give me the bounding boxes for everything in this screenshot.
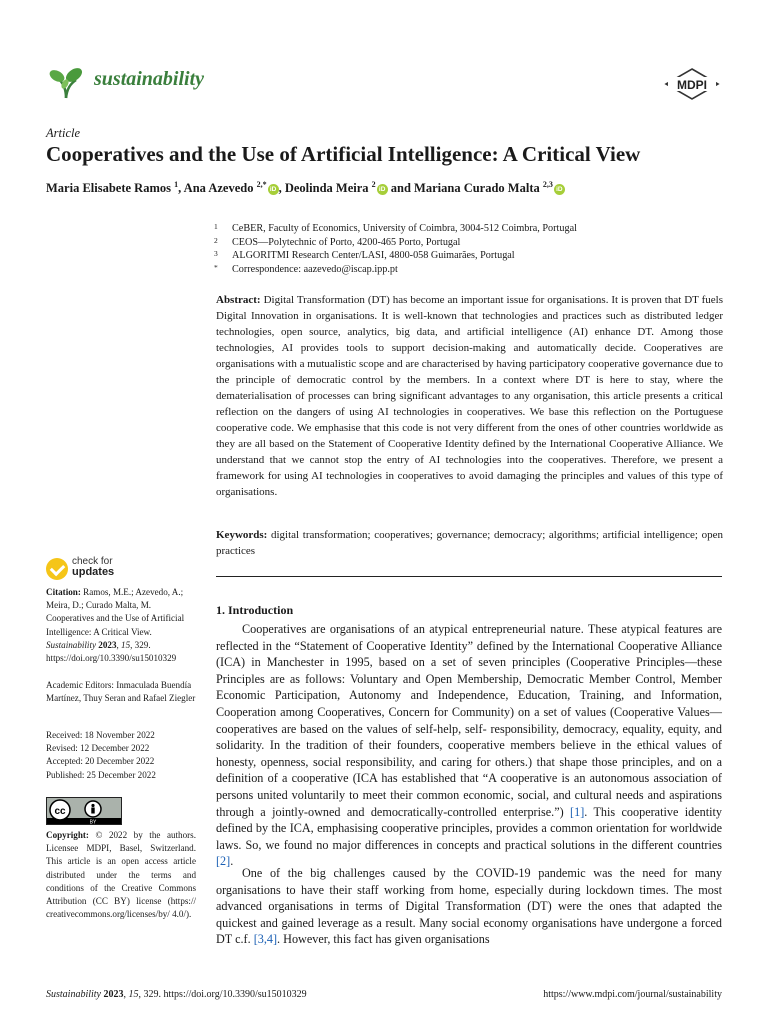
copyright-notice: Copyright: © 2022 by the authors. Licensee MDPI, Basel, Switzerland. This article is an open access article distributed under the terms and conditions of the Creative Commons Attribution (CC BY) license (https:// creativecommons.org/licenses/by/ 4.0/). bbox=[46, 830, 196, 920]
orcid-icon[interactable]: iD bbox=[268, 184, 279, 195]
author-list: Maria Elisabete Ramos $^1$, Ana Azevedo $^{2,*}$iD , Deolinda Meira $^2$iD and Mariana Curado Malta $^{2,3}$iD bbox=[46, 180, 565, 196]
abstract-text: Digital Transformation (DT) has become an important issue for organisations. It is proven that DT fuels Digital Innovation in organisations. It is well-known that technologies and practices such as distributed ledger technologies, open source, analytics, big data, and artificial intelligence (AI) enhance DT. Among those technologies, AI provides tools to support decision-making and automatically decide. Cooperatives are organisations with a mutualistic scope and are characterised by having participatory cooperative governance due to the principle of democratic control by the members. In a context where DT is here to stay, where the dematerialisation of processes can bring significant advantages to any organisation, this article presents a critical reflection on the dangers of using AI technologies in cooperatives. We base this reflection on the Portuguese cooperative code. We emphasise that this code is not very different from the ones of other countries worldwide as they are all based on the Statement of Cooperative Identity defined by the International Cooperative Alliance. We understand that we cannot stop the entry of AI technologies into the cooperatives. Therefore, we present a framework for using AI technologies in cooperatives to avoid damaging the principles and values of this type of organisations. bbox=[216, 294, 724, 498]
abstract bbox=[216, 292, 723, 500]
affiliation-item: 3 ALGORITMI Research Center/LASI, 4800-058 Guimarães, Portugal bbox=[214, 249, 515, 261]
abstract-label: Abstract: bbox=[216, 294, 261, 306]
author-name[interactable]: Mariana Curado Malta bbox=[414, 181, 540, 196]
body-paragraph: One of the big challenges caused by the COVID-19 pandemic was the need for many organisations to have their staff working from home, especially during lockdown times. The most advanced organisations in terms of Digital Transformation (DT) were the ones that adapted the quickest and gained leverage as a result. Many social economy organisations have undergone a forced DT c.f. [3,4]. However, this fact has given organisations bbox=[216, 866, 722, 947]
svg-text:cc: cc bbox=[54, 806, 66, 817]
svg-text:BY: BY bbox=[89, 819, 97, 825]
publication-dates bbox=[46, 729, 196, 782]
orcid-icon[interactable]: iD bbox=[377, 184, 388, 195]
affiliation-item: 1 CeBER, Faculty of Economics, University of Coimbra, 3004-512 Coimbra, Portugal bbox=[214, 222, 577, 234]
author-name[interactable]: Ana Azevedo bbox=[183, 181, 254, 196]
cc-by-license-icon[interactable] bbox=[46, 797, 122, 825]
affiliations bbox=[214, 222, 577, 276]
citation-link[interactable]: [2] bbox=[216, 854, 231, 869]
keywords-text: digital transformation; cooperatives; governance; democracy; algorithms; artificial intelligence; open practices bbox=[216, 529, 724, 557]
mdpi-label: MDPI bbox=[677, 78, 707, 92]
author-name[interactable]: Deolinda Meira bbox=[284, 181, 369, 196]
keywords bbox=[216, 527, 723, 559]
keywords-label: Keywords: bbox=[216, 529, 268, 541]
author-affiliation-mark: 1 bbox=[174, 180, 179, 189]
check-updates-line2: updates bbox=[72, 566, 115, 578]
citation-block: Citation: Ramos, M.E.; Azevedo, A.; Meira, D.; Curado Malta, M. Cooperatives and the Use of Artificial Intelligence: A Critical View. Sustainability 2023, 15, 329. https://doi.org/10.3390/su15010329 bbox=[46, 587, 185, 664]
citation-doi-link[interactable]: , 329. https://doi.org/10.3390/su15010329 bbox=[46, 639, 177, 664]
academic-editors: Academic Editors: Inmaculada Buendía Martínez, Thuy Seran and Rafael Ziegler bbox=[46, 680, 196, 704]
check-updates-line1: check for bbox=[72, 556, 113, 567]
article-type: Article bbox=[46, 126, 81, 140]
body-paragraph: Cooperatives are organisations of an atypical entrepreneurial nature. These atypical features are reflected in the “Statement of Cooperative Identity” defined by the International Cooperative Alliance (ICA) in Manchester in 1995, based on a set of seven principles (Cooperative Principles—these Principles are as follows: Voluntary and Open Membership, Democratic Member Control, Member Economic Participation, Autonomy and Independence, Education, Training, and Information, Cooperation among Cooperatives, Concern for Community) on a set of values (Cooperative Values—cooperatives are based on the values of self-help, self- responsibility, democracy, equality, equity, and solidarity. In the tradition of their founders, cooperative members believe in the ethical values of honesty, openness, social responsibility, and caring for others.) that shape those principles, and on a definition of a cooperative (ICA has established that “A cooperative is an autonomous association of persons united voluntarily to meet their common economic, social, and cultural needs and aspirations through a jointly-owned and democratically-controlled enterprise.”) [1]. This cooperative identity defined by the ICA, emphasising cooperative principles, provides a common orientation for worldwide laws. So, we found no major differences in concepts and practical solutions in the different countries [2]. bbox=[216, 622, 722, 869]
author-affiliation-mark: 2,* bbox=[256, 180, 267, 189]
journal-name: sustainability bbox=[94, 68, 205, 90]
section-divider bbox=[216, 576, 722, 577]
affiliation-item: 2 CEOS—Polytechnic of Porto, 4200-465 Porto, Portugal bbox=[214, 235, 461, 248]
citation-link[interactable]: [1] bbox=[570, 804, 585, 819]
section-heading: 1. Introduction bbox=[216, 603, 294, 617]
footer-citation: Sustainability 2023, 15, 329. https://doi.org/10.3390/su15010329 bbox=[46, 989, 307, 1000]
orcid-icon[interactable]: iD bbox=[554, 184, 565, 195]
footer-journal-url[interactable]: https://www.mdpi.com/journal/sustainability bbox=[543, 989, 722, 1000]
citation-link[interactable]: [3,4] bbox=[253, 932, 278, 947]
check-updates-icon bbox=[46, 558, 68, 580]
published-date: Published: 25 December 2022 bbox=[46, 769, 156, 780]
accepted-date: Accepted: 20 December 2022 bbox=[46, 756, 155, 767]
footer-doi-link[interactable]: , 329. https://doi.org/10.3390/su15010329 bbox=[138, 989, 307, 1000]
revised-date: Revised: 12 December 2022 bbox=[46, 743, 150, 754]
correspondence-item: * Correspondence: aazevedo@iscap.ipp.pt bbox=[214, 262, 398, 275]
received-date: Received: 18 November 2022 bbox=[46, 730, 155, 740]
journal-leaf-logo-icon bbox=[46, 62, 86, 102]
author-affiliation-mark: 2,3 bbox=[542, 180, 553, 189]
author-name[interactable]: Maria Elisabete Ramos bbox=[46, 181, 171, 196]
check-for-updates-button[interactable] bbox=[46, 556, 156, 582]
mdpi-logo-icon bbox=[662, 68, 722, 100]
article-title: Cooperatives and the Use of Artificial Intelligence: A Critical View bbox=[46, 142, 641, 166]
author-affiliation-mark: 2 bbox=[371, 180, 376, 189]
